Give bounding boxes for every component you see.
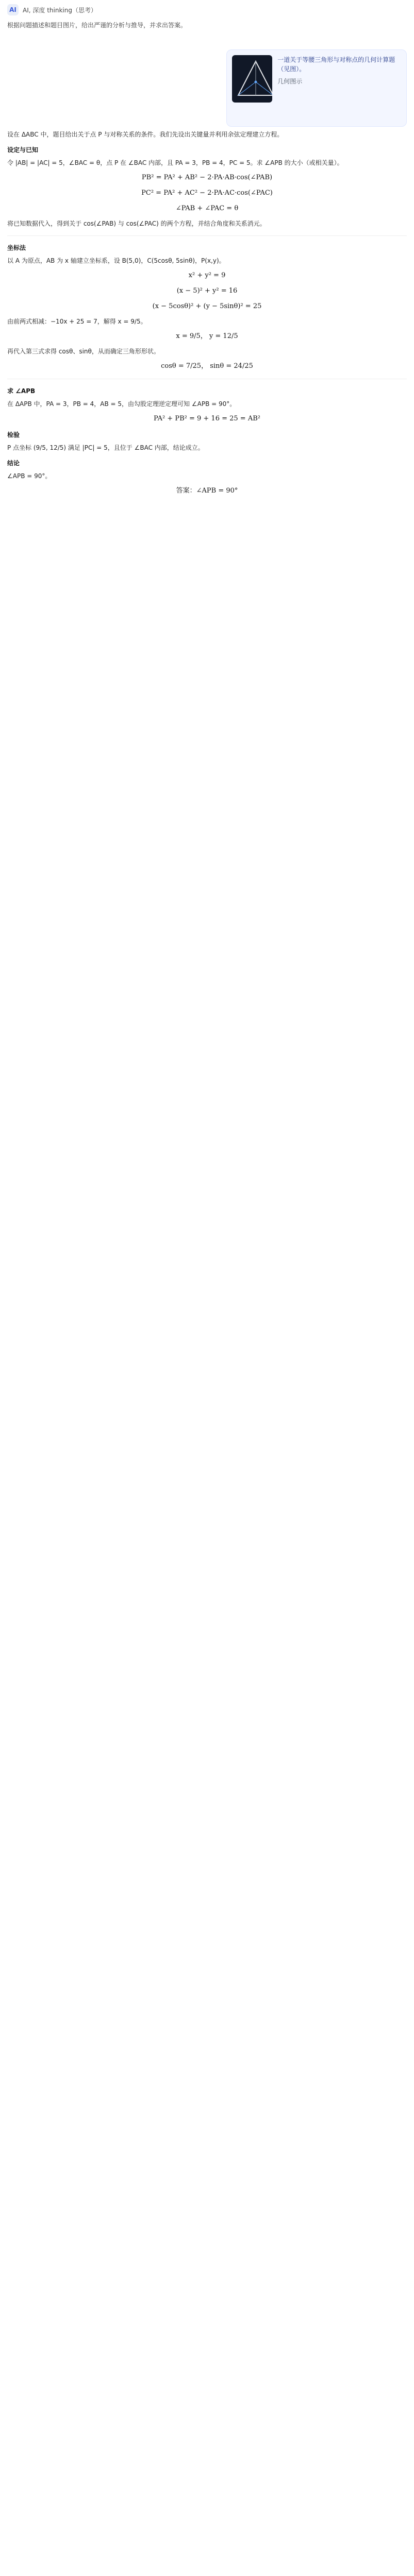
problem-figure[interactable] bbox=[232, 55, 272, 103]
equation-4: x² + y² = 9 bbox=[188, 272, 226, 279]
equation-3: ∠PAB + ∠PAC = θ bbox=[175, 205, 239, 212]
equation-2: PC² = PA² + AC² − 2·PA·AC·cos(∠PAC) bbox=[141, 189, 273, 197]
answer-opening: 设在 ΔABC 中，题目给出关于点 P 与对称关系的条件。我们先设出关键量并利用余弦定理建立方程。 bbox=[7, 131, 284, 138]
equation-1: PB² = PA² + AB² − 2·PA·AB·cos(∠PAB) bbox=[141, 174, 273, 181]
app-logo: AI bbox=[7, 4, 19, 15]
triangle-figure-icon bbox=[232, 55, 272, 103]
equation-7: x = 9/5， y = 12/5 bbox=[176, 332, 238, 340]
top-header bbox=[0, 0, 414, 20]
divider bbox=[7, 235, 407, 236]
section-angle-title: 求 ∠APB bbox=[7, 387, 36, 395]
section-check-text: P 点坐标 (9/5, 12/5) 满足 |PC| = 5，且位于 ∠BAC 内部，结论成立。 bbox=[7, 444, 204, 451]
assistant-answer bbox=[7, 130, 407, 501]
note-1: 将已知数据代入，得到关于 cos(∠PAB) 与 cos(∠PAC) 的两个方程，并结合角度和关系消元。 bbox=[7, 220, 266, 227]
final-answer: 答案：∠APB = 90° bbox=[176, 487, 238, 495]
user-question-text: 一道关于等腰三角形与对称点的几何计算题（见图）。 bbox=[277, 56, 395, 73]
section-setup-title: 设定与已知 bbox=[7, 146, 39, 154]
user-message-bubble bbox=[226, 49, 407, 127]
section-angle-text: 在 ΔAPB 中，PA = 3，PB = 4，AB = 5，由勾股定理逆定理可知 ∠APB = 90°。 bbox=[7, 400, 236, 408]
section-check-title: 检验 bbox=[7, 431, 20, 438]
solve-step-2: 再代入第三式求得 cosθ、sinθ，从而确定三角形形状。 bbox=[7, 348, 160, 355]
section-coordinate-title: 坐标法 bbox=[7, 244, 26, 251]
user-message-row bbox=[232, 55, 401, 103]
section-conclusion-text: ∠APB = 90°。 bbox=[7, 472, 52, 480]
equation-8: cosθ = 7/25， sinθ = 24/25 bbox=[161, 362, 253, 370]
section-coordinate-text: 以 A 为原点，AB 为 x 轴建立坐标系，设 B(5,0)，C(5cosθ, 5sinθ)，P(x,y)。 bbox=[7, 257, 225, 264]
system-intro: 根据问题描述和题目图片，给出严谨的分析与推导，并求出答案。 bbox=[7, 22, 187, 29]
equation-9: PA² + PB² = 9 + 16 = 25 = AB² bbox=[154, 415, 260, 422]
solve-step-1: 由前两式相减：−10x + 25 = 7，解得 x = 9/5。 bbox=[7, 318, 147, 325]
section-setup-text: 令 |AB| = |AC| = 5，∠BAC = θ，点 P 在 ∠BAC 内部，且 PA = 3，PB = 4，PC = 5。求 ∠APB 的大小（或相关量）。 bbox=[7, 159, 343, 166]
equation-6: (x − 5cosθ)² + (y − 5sinθ)² = 25 bbox=[152, 302, 262, 310]
chat-thread bbox=[7, 20, 407, 34]
conversation-title: AI, 深度 thinking（思考） bbox=[23, 6, 97, 14]
section-conclusion-title: 结论 bbox=[7, 460, 20, 467]
equation-5: (x − 5)² + y² = 16 bbox=[176, 287, 238, 295]
figure-caption: 几何图示 bbox=[277, 78, 303, 85]
